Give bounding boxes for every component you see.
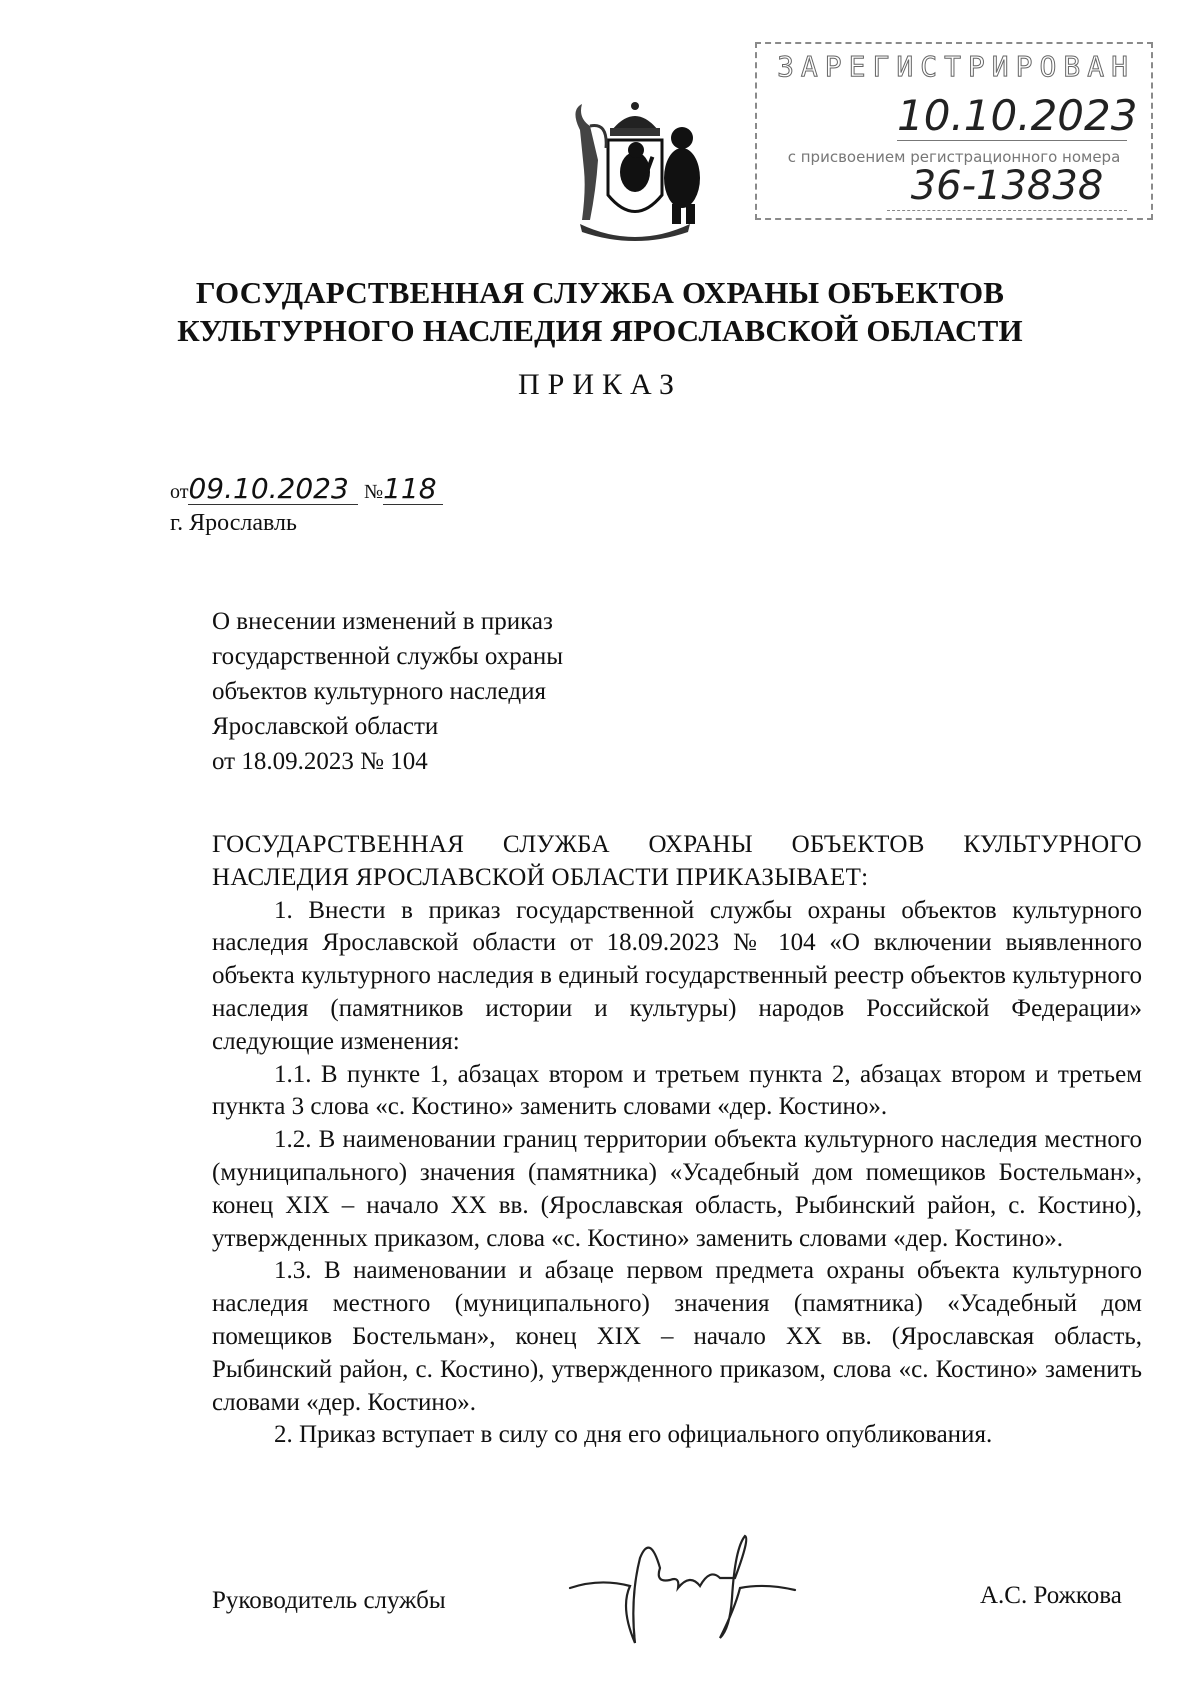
order-item-1: 1. Внести в приказ государственной службы охраны объектов культурного наследия Ярославской области от 18.09.2023 № 104 «О включении выявленного объекта культурного наследия в единый государственный реестр объектов культурного наследия (памятников истории и культуры) народов Российской Федерации» следующие изменения: bbox=[212, 896, 1142, 1055]
subject-line: Ярославской области bbox=[212, 713, 439, 740]
order-item-2: 2. Приказ вступает в силу со дня его официального опубликования. bbox=[274, 1421, 993, 1449]
order-subject bbox=[212, 604, 692, 779]
date-prefix: от bbox=[170, 481, 189, 503]
order-city: г. Ярославль bbox=[170, 510, 297, 536]
registration-stamp bbox=[755, 42, 1153, 220]
order-item-1-1: 1.1. В пункте 1, абзацах втором и третьем пункта 2, абзацах втором и третьем пункта 3 слова «с. Костино» заменить словами «дер. Костино». bbox=[212, 1060, 1142, 1121]
order-body bbox=[212, 829, 1142, 1452]
handwritten-signature bbox=[560, 1528, 810, 1648]
order-intro: ГОСУДАРСТВЕННАЯ СЛУЖБА ОХРАНЫ ОБЪЕКТОВ КУЛЬТУРНОГО НАСЛЕДИЯ ЯРОСЛАВСКОЙ ОБЛАСТИ ПРИКАЗЫВАЕТ: bbox=[212, 831, 1142, 891]
order-date: 09.10.2023 bbox=[188, 474, 358, 505]
order-item-1-2: 1.2. В наименовании границ территории объекта культурного наследия местного (муниципального) значения (памятника) «Усадебный дом помещиков Бостельман», конец XIX – начало XX вв. (Ярославская область, Рыбинский район, с. Костино), утвержденных приказом, слова «с. Костино» заменить словами «дер. Костино». bbox=[212, 1126, 1142, 1252]
organization-title-line1: ГОСУДАРСТВЕННАЯ СЛУЖБА ОХРАНЫ ОБЪЕКТОВ bbox=[195, 275, 1005, 310]
signer-name: А.С. Рожкова bbox=[980, 1582, 1122, 1609]
document-type: ПРИКАЗ bbox=[518, 368, 682, 401]
stamp-heading: ЗАРЕГИСТРИРОВАН bbox=[777, 50, 1135, 83]
stamp-registration-number: 36-13838 bbox=[887, 162, 1127, 211]
stamp-note: с присвоением регистрационного номера bbox=[787, 148, 1121, 166]
signer-position: Руководитель службы bbox=[212, 1587, 446, 1614]
subject-line: объектов культурного наследия bbox=[212, 678, 546, 705]
order-number: 118 bbox=[383, 474, 443, 505]
subject-line: государственной службы охраны bbox=[212, 643, 564, 670]
number-prefix: № bbox=[363, 481, 384, 503]
subject-line: О внесении изменений в приказ bbox=[212, 608, 553, 635]
subject-line: от 18.09.2023 № 104 bbox=[212, 748, 428, 775]
stamp-date: 10.10.2023 bbox=[897, 91, 1138, 140]
order-item-1-3: 1.3. В наименовании и абзаце первом предмета охраны объекта культурного наследия местного (муниципального) значения (памятника) «Усадебный дом помещиков Бостельман», конец XIX – начало XX вв. (Ярославская область, Рыбинский район, с. Костино), утвержденного приказом, слова «с. Костино» заменить словами «дер. Костино». bbox=[212, 1257, 1142, 1416]
organization-title-line2: КУЛЬТУРНОГО НАСЛЕДИЯ ЯРОСЛАВСКОЙ ОБЛАСТИ bbox=[177, 313, 1023, 348]
coat-of-arms-emblem bbox=[560, 100, 710, 245]
organization-title bbox=[150, 274, 1050, 350]
order-date-number-line bbox=[170, 474, 443, 505]
